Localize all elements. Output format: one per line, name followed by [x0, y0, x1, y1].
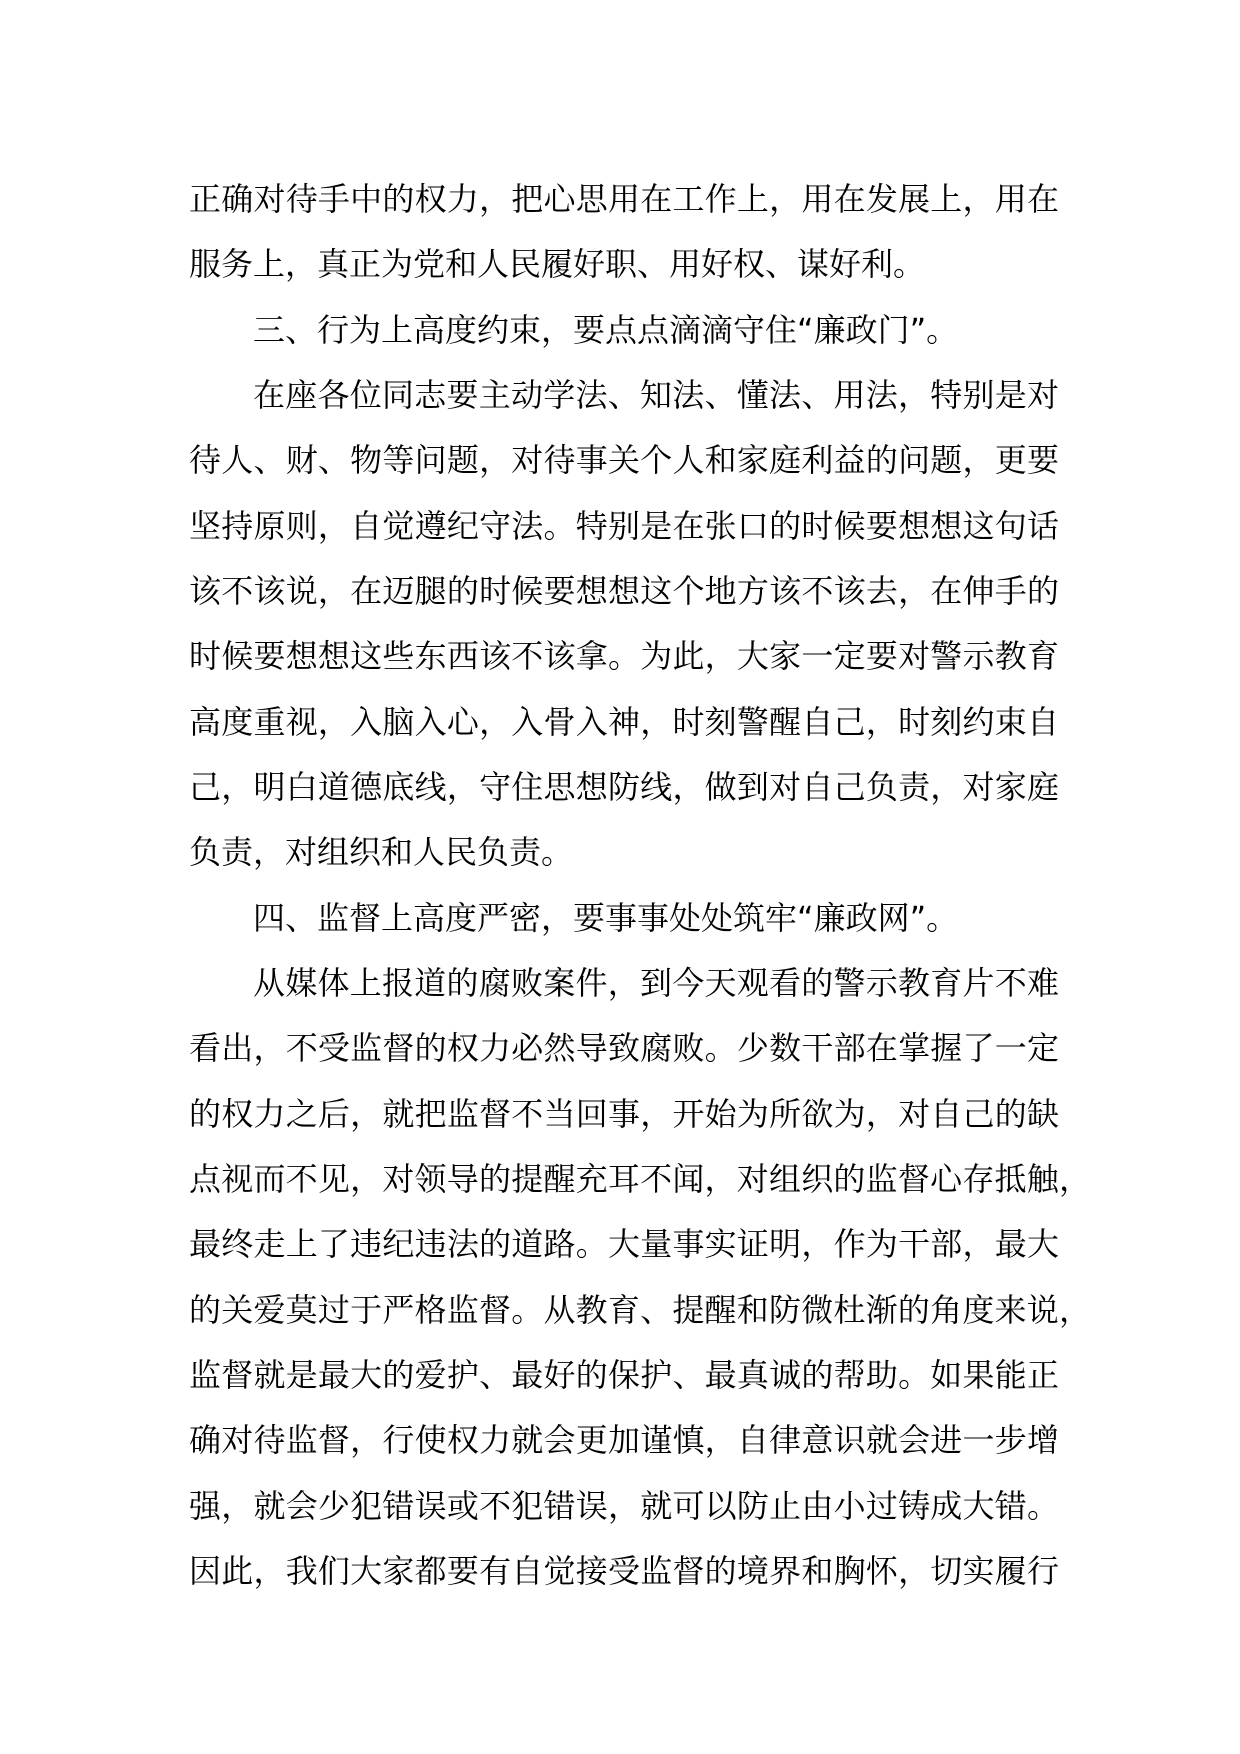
text-line: 最终走上了违纪违法的道路。大量事实证明，作为干部，最大 — [189, 1225, 1059, 1264]
text-line: 监督就是最大的爱护、最好的保护、最真诚的帮助。如果能正 — [189, 1355, 1059, 1394]
text-line: 服务上，真正为党和人民履好职、用好权、谋好利。 — [189, 245, 926, 284]
body-text — [189, 167, 1091, 1604]
text-line: 从媒体上报道的腐败案件，到今天观看的警示教育片不难 — [253, 963, 1059, 1002]
body-paragraph — [189, 167, 1091, 298]
text-line: 的权力之后，就把监督不当回事，开始为所欲为，对自己的缺 — [189, 1094, 1059, 1133]
text-line: 看出，不受监督的权力必然导致腐败。少数干部在掌握了一定 — [189, 1029, 1059, 1068]
text-line: 强，就会少犯错误或不犯错误，就可以防止由小过铸成大错。 — [189, 1486, 1059, 1525]
text-line: 点视而不见，对领导的提醒充耳不闻，对组织的监督心存抵触， — [189, 1159, 1091, 1198]
text-line: 的关爱莫过于严格监督。从教育、提醒和防微杜渐的角度来说， — [189, 1290, 1091, 1329]
body-paragraph — [189, 951, 1091, 1604]
text-line: 该不该说，在迈腿的时候要想想这个地方该不该去，在伸手的 — [189, 571, 1059, 610]
text-line: 高度重视，入脑入心，入骨入神，时刻警醒自己，时刻约束自 — [189, 702, 1059, 741]
section-heading-text: 三、行为上高度约束，要点点滴滴守住“廉政门”。 — [253, 310, 959, 349]
body-paragraph — [189, 363, 1091, 886]
section-heading — [189, 298, 1091, 363]
section-heading-text: 四、监督上高度严密，要事事处处筑牢“廉政网”。 — [253, 898, 959, 937]
text-line: 正确对待手中的权力，把心思用在工作上，用在发展上，用在 — [189, 180, 1059, 218]
text-line: 负责，对组织和人民负责。 — [189, 833, 574, 872]
section-heading — [189, 886, 1091, 951]
text-line: 时候要想想这些东西该不该拿。为此，大家一定要对警示教育 — [189, 637, 1059, 676]
text-line: 待人、财、物等问题，对待事关个人和家庭利益的问题，更要 — [189, 441, 1059, 480]
text-line: 因此，我们大家都要有自觉接受监督的境界和胸怀，切实履行 — [189, 1551, 1059, 1590]
text-line: 己，明白道德底线，守住思想防线，做到对自己负责，对家庭 — [189, 767, 1059, 806]
text-line: 在座各位同志要主动学法、知法、懂法、用法，特别是对 — [253, 375, 1059, 414]
text-line: 确对待监督，行使权力就会更加谨慎，自律意识就会进一步增 — [189, 1421, 1059, 1460]
text-line: 坚持原则，自觉遵纪守法。特别是在张口的时候要想想这句话 — [189, 506, 1059, 545]
